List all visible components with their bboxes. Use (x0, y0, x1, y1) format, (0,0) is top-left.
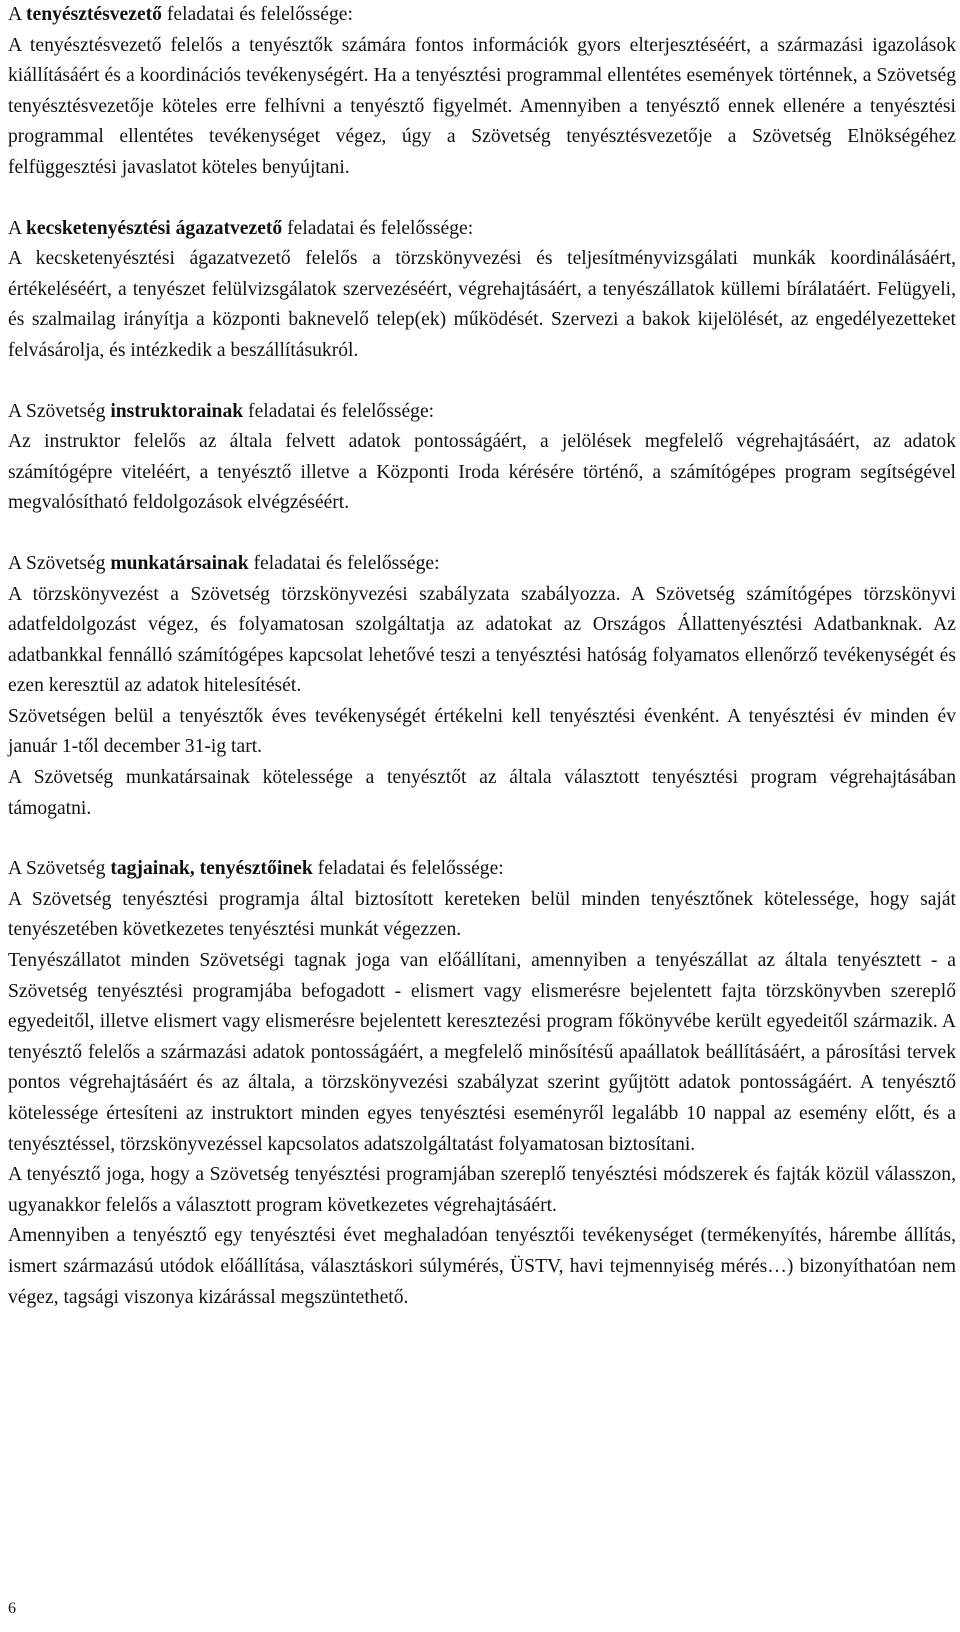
paragraph: Az instruktor felelős az általa felvett adatok pontosságáért, a jelölések megfelelő végrehajtásáért, az adatok számítógépre viteléért, a tenyésztő illetve a Központi Iroda kérésére történő, a számítógépes program segítségével megvalósítható feldolgozások elvégzéséért. (8, 431, 956, 514)
heading-bold-term: instruktorainak (110, 400, 244, 422)
section-tenyesztesvezeto (8, 0, 956, 184)
paragraph: A kecsketenyésztési ágazatvezető felelős a törzskönyvezési és teljesítményvizsgálati munkák koordinálásáért, értékeléséért, a tenyészet felülvizsgálatok szervezéséért, végrehajtásáért, a tenyészállatok küllemi bírálatáért. Felügyeli, és szalmailag irányítja a központi baknevelő telep(ek) működését. Szervezi a bakok kijelölését, az engedélyezetteket felvásárolja, és intézkedik a beszállításukról. (8, 248, 956, 361)
heading-suffix: feladatai és felelőssége: (161, 4, 353, 25)
section-heading (8, 397, 956, 428)
heading-bold-term: munkatársainak (110, 552, 249, 574)
paragraph: Szövetségen belül a tenyésztők éves tevékenységét értékelni kell tenyésztési évenként. A tenyésztési év minden év január 1-től december 31-ig tart. (8, 705, 956, 758)
heading-prefix: A Szövetség (8, 552, 111, 574)
document-page (8, 0, 956, 1343)
page-number: 6 (8, 1600, 16, 1617)
heading-prefix: A (8, 4, 26, 25)
section-heading (8, 214, 956, 245)
heading-bold-term: tenyésztésvezető (25, 4, 162, 25)
paragraph: A Szövetség tenyésztési programja által biztosított kereteken belül minden tenyésztőnek kötelessége, hogy saját tenyészetében következetes tenyésztési munkát végezzen. (8, 888, 956, 941)
paragraph: A Szövetség munkatársainak kötelessége a tenyésztőt az általa választott tenyésztési program végrehajtásában támogatni. (8, 767, 956, 819)
heading-prefix: A (8, 217, 26, 239)
heading-prefix: A Szövetség (8, 400, 111, 422)
heading-suffix: feladatai és felelőssége: (312, 858, 504, 880)
paragraph: Tenyészállatot minden Szövetségi tagnak joga van előállítani, amennyiben a tenyészállat az általa tenyésztett - a Szövetség tenyésztési programjába befogadott - elismert vagy elismerésre bejelentett fajta törzskönyvben szereplő egyedeitől, illetve elismert vagy elismerésre bejelentett keresztezési program főkönyvébe került egyedeitől származik. A tenyésztő felelős a származási adatok pontosságáért, a megfelelő minősítésű apaállatok beállításáért, a párosítási tervek pontos végrehajtásáért és az általa, a törzskönyvezési szabályzat szerint gyűjtött adatok pontosságáért. A tenyésztő kötelessége értesíteni az instruktort minden egyes tenyésztési eseményről legalább 10 nappal az esemény előtt, és a tenyésztéssel, törzskönyvezéssel kapcsolatos adatszolgáltatást folyamatosan biztosítani. (8, 950, 956, 1155)
section-tagok-tenyesztok (8, 854, 956, 1313)
section-heading (8, 854, 956, 885)
heading-suffix: feladatai és felelőssége: (248, 552, 440, 574)
heading-prefix: A Szövetség (8, 858, 111, 880)
heading-suffix: feladatai és felelőssége: (282, 217, 474, 239)
section-munkatarsak (8, 549, 956, 824)
section-heading (8, 0, 956, 31)
section-heading (8, 549, 956, 580)
paragraph: A tenyésztő joga, hogy a Szövetség tenyésztési programjában szereplő tenyésztési módszerek és fajták közül válasszon, ugyanakkor felelős a választott program következetes végrehajtásáért. (8, 1164, 956, 1216)
paragraph: A tenyésztésvezető felelős a tenyésztők számára fontos információk gyors elterjesztéséért, a származási igazolások kiállításáért és a koordinációs tevékenységért. Ha a tenyésztési programmal ellentétes események történnek, a Szövetség tenyésztésvezetője köteles erre felhívni a tenyésztő figyelmét. Amennyiben a tenyésztő ennek ellenére a tenyésztési programmal ellentétes tevékenységet végez, úgy a Szövetség tenyésztésvezetője a Szövetség Elnökségéhez felfüggesztési javaslatot köteles benyújtani. (8, 34, 956, 178)
heading-bold-term: kecsketenyésztési ágazatvezető (25, 217, 283, 239)
section-agazatvezeto (8, 214, 956, 367)
section-instruktorok (8, 397, 956, 519)
heading-suffix: feladatai és felelőssége: (243, 400, 435, 422)
heading-bold-term: tagjainak, tenyésztőinek (110, 858, 313, 880)
paragraph: Amennyiben a tenyésztő egy tenyésztési évet meghaladóan tenyésztői tevékenységet (termékenyítés, hárembe állítás, ismert származású utódok előállítása, választáskori súlymérés, ÜSTV, havi tejmennyiség mérés…) bizonyíthatóan nem végez, tagsági viszonya kizárással megszüntethető. (8, 1225, 956, 1308)
paragraph: A törzskönyvezést a Szövetség törzskönyvezési szabályzata szabályozza. A Szövetség számítógépes törzskönyvi adatfeldolgozást végez, és folyamatosan szolgáltatja az adatokat az Országos Állattenyésztési Adatbanknak. Az adatbankkal fennálló számítógépes kapcsolat lehetővé teszi a tenyésztési hatóság folyamatos ellenőrző tevékenységét és ezen keresztül az adatok hitelesítését. (8, 583, 956, 697)
